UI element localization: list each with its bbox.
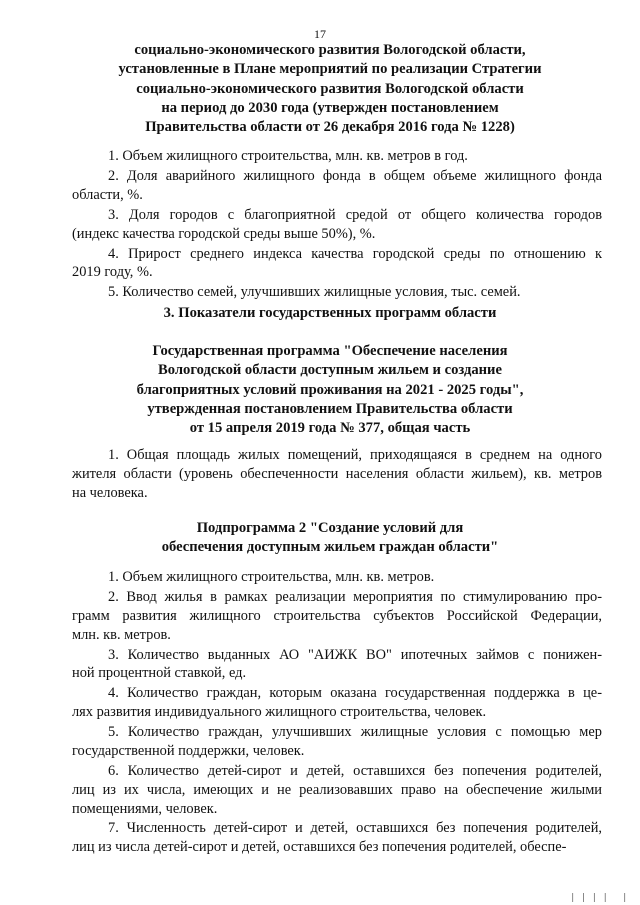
list-item-line: 2. Доля аварийного жилищного фонда в общем объеме жилищного фонда — [108, 167, 602, 184]
list-item-line: 4. Прирост среднего индекса качества городской среды по отношению к — [108, 245, 602, 262]
list-item-line: 3. Доля городов с благоприятной средой от общего количества городов — [108, 206, 602, 223]
list-item — [72, 446, 602, 502]
list-item — [72, 206, 602, 244]
program-title-line: Государственная программа "Обеспечение населения — [152, 343, 508, 359]
indicator-list-strategy — [72, 147, 602, 303]
list-item-line: грамм развития жилищного строительства субъектов Российской Федерации, — [72, 607, 602, 624]
header-line: установленные в Плане мероприятий по реализации Стратегии — [118, 61, 542, 78]
list-item-line: 1. Общая площадь жилых помещений, приходящаяся в среднем на одного — [108, 447, 602, 463]
list-item-line: 1. Объем жилищного строительства, млн. кв. метров. — [108, 569, 435, 585]
list-item — [72, 723, 602, 761]
list-item-line: (индекс качества городской среды выше 50%), %. — [72, 225, 376, 242]
header-line: социально-экономического развития Вологодской области — [136, 80, 524, 97]
scan-mark-icon: | — [622, 893, 628, 903]
list-item-line: 7. Численность детей-сирот и детей, оставшихся без попечения родителей, — [108, 820, 602, 837]
list-item-line: 5. Количество семей, улучшивших жилищные условия, тыс. семей. — [108, 284, 521, 301]
list-item — [72, 568, 602, 587]
list-item-line: 6. Количество детей-сирот и детей, оставшихся без попечения родителей, — [108, 762, 602, 779]
list-item-line: 1. Объем жилищного строительства, млн. кв. метров в год. — [108, 148, 468, 164]
list-item-line: 4. Количество граждан, которым оказана государственная поддержка в це- — [108, 685, 602, 702]
indicator-list-subprogram — [72, 568, 602, 858]
list-item-line: лях развития индивидуального жилищного строительства, человек. — [72, 704, 487, 721]
header-block — [60, 41, 600, 137]
indicator-list-program — [72, 446, 602, 504]
section-title-text: 3. Показатели государственных программ области — [163, 305, 497, 321]
list-item-line: ной процентной ставкой, ед. — [72, 665, 247, 682]
list-item-line: лиц из числа детей-сирот и детей, оставшихся без попечения родителей, обеспе- — [72, 839, 567, 856]
list-item — [72, 283, 602, 302]
list-item-line: на человека. — [72, 484, 148, 501]
header-line: на период до 2030 года (утвержден постановлением — [161, 99, 499, 116]
list-item-line: жителя области (уровень обеспеченности населения области жильем), кв. метров — [72, 465, 602, 482]
list-item — [72, 646, 602, 684]
list-item — [72, 684, 602, 722]
program-title-line: благоприятных условий проживания на 2021 - 2025 годы", — [136, 381, 524, 398]
list-item-line: 2. Ввод жилья в рамках реализации мероприятия по стимулированию про- — [108, 588, 602, 605]
program-title-line: Вологодской области доступным жильем и создание — [158, 362, 502, 379]
list-item-line: 2019 году, %. — [72, 264, 153, 281]
list-item-line: 5. Количество граждан, улучшивших жилищные условия с помощью мер — [108, 724, 602, 741]
list-item — [72, 819, 602, 857]
list-item — [72, 762, 602, 818]
subprogram-title-line: обеспечения доступным жильем граждан области" — [161, 539, 499, 556]
program-title-line: от 15 апреля 2019 года № 377, общая часть — [189, 420, 471, 437]
list-item-line: млн. кв. метров. — [72, 626, 171, 643]
list-item-line: 3. Количество выданных АО "АИЖК ВО" ипотечных займов с понижен- — [108, 646, 602, 663]
section-3-title — [60, 304, 600, 323]
list-item — [72, 167, 602, 205]
list-item — [72, 147, 602, 166]
list-item — [72, 245, 602, 283]
header-line: социально-экономического развития Вологодской области, — [134, 42, 526, 58]
list-item — [72, 588, 602, 644]
program-title-block — [60, 342, 600, 438]
list-item-line: области, %. — [72, 186, 143, 203]
list-item-line: государственной поддержки, человек. — [72, 742, 305, 759]
program-title-line: утвержденная постановлением Правительства области — [147, 400, 513, 417]
scan-mark-icon: | | | | — [570, 893, 608, 903]
subprogram-title-line: Подпрограмма 2 "Создание условий для — [196, 520, 464, 536]
subprogram-title-block — [60, 519, 600, 558]
list-item-line: лиц из их числа, имеющих и не реализовавших право на обеспечение жилыми — [72, 781, 602, 798]
header-line: Правительства области от 26 декабря 2016 года № 1228) — [145, 119, 515, 136]
list-item-line: помещениями, человек. — [72, 800, 218, 817]
page-number: 17 — [314, 27, 326, 41]
